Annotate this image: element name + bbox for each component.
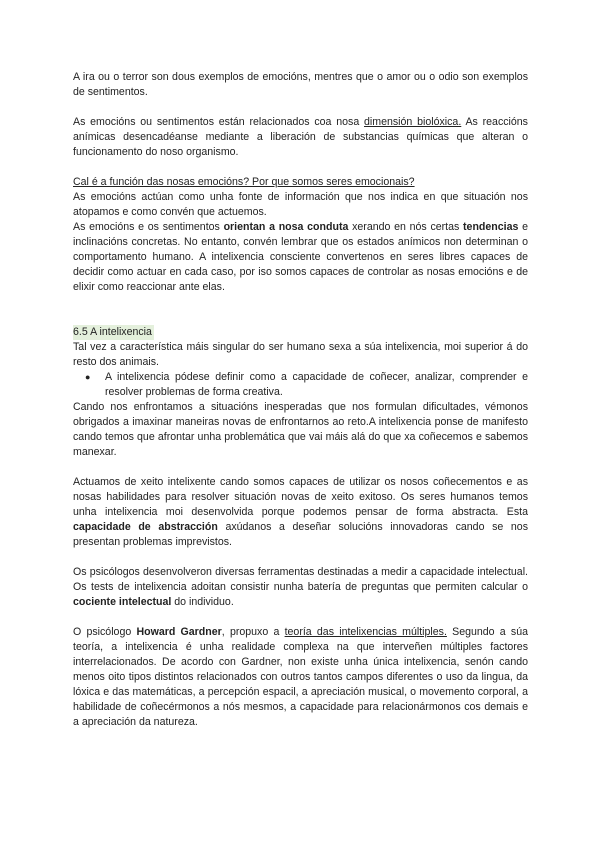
- bullet-text: A intelixencia pódese definir como a capacidade de coñecer, analizar, comprender e resolver problemas de forma creativa.: [105, 371, 528, 398]
- paragraph-biological-dimension: [73, 115, 528, 160]
- paragraph-emotions-examples: A ira ou o terror son dous exemplos de emocións, mentres que o amor ou o odio son exemplos de sentimentos.: [73, 71, 528, 98]
- bold-term: cociente intelectual: [73, 596, 172, 608]
- paragraph-emotions-conduct: [73, 220, 528, 295]
- text-run: As emocións ou sentimentos están relacionados coa nosa: [73, 116, 365, 128]
- paragraph-intelligence-intro: Tal vez a característica máis singular do ser humano sexa a súa intelixencia, moi superior á do resto dos animais.: [73, 341, 528, 368]
- text-run: As emocións e os sentimentos: [73, 221, 224, 233]
- underlined-term: teoría das intelixencias múltiples.: [284, 626, 447, 638]
- section-heading-row: [73, 325, 528, 340]
- document-body: [73, 70, 528, 730]
- section-heading: 6.5 A intelixencia: [73, 326, 152, 338]
- underlined-term: dimensión biolóxica.: [364, 116, 462, 128]
- text-run: Actuamos de xeito intelixente cando somos capaces de utilizar os nosos coñecementos e as nosas habilidades para resolver situación novas de xeito exitoso. Os seres humanos temos unha intelixencia moi desenvolvida porque podemos pensar de forma abstracta. Esta: [73, 476, 528, 518]
- list-item: [73, 370, 528, 400]
- bold-term: tendencias: [463, 221, 519, 233]
- paragraph-unexpected-situations: Cando nos enfrontamos a situacións inesperadas que nos formulan dificultades, vémonos obrigados a imaxinar maneiras novas de enfrontarnos ao reto.A intelixencia ponse de manifesto cando temos que afrontar unha problemática que vai máis alá do que xa coñecemos e sabemos manexar.: [73, 401, 528, 458]
- question-heading: Cal é a función das nosas emocións? Por que somos seres emocionais?: [73, 176, 415, 188]
- paragraph-abstraction: [73, 475, 528, 550]
- text-run: , propuxo a: [221, 626, 285, 638]
- text-run: e inclinacións concretas. No entanto, convén lembrar que os estados anímicos non determinan o comportamento humano. A intelixencia consciente convertenos en seres libres capaces de decidir como actuar en cada caso, por iso somos capaces de controlar as nosas emocións e de elixir como reaccionar ante elas.: [73, 221, 528, 293]
- text-run: xerando en nós certas: [348, 221, 464, 233]
- text-run: Os psicólogos desenvolveron diversas ferramentas destinadas a medir a capacidade intelectual. Os tests de intelixencia adoitan consistir nunha batería de preguntas que permiten calcular o: [73, 566, 528, 593]
- text-run: As reaccións anímicas desencadéanse mediante a liberación de substancias químicas que alteran o funcionamento do noso organismo.: [73, 116, 528, 158]
- bold-term: capacidade de abstracción: [73, 521, 218, 533]
- bold-term: Howard Gardner: [136, 626, 222, 638]
- text-run: Segundo a súa teoría, a intelixencia é unha realidade complexa na que interveñen múltiples factores interrelacionados. De acordo con Gardner, non existe unha única intelixencia, senón cando menos oito tipos distintos relacionados con outros tantos campos diferentes o uso da lingua, da lóxica e das matemáticas, a percepción espacil, a apreciación musical, o movemento corporal, a habilidade de coñecérmonos a nós mesmos, a capacidade para relacionármonos cos demais e a apreciación da natureza.: [73, 626, 529, 728]
- text-run: do individuo.: [171, 596, 234, 608]
- text-run: axúdanos a deseñar solucións innovadoras cando se nos presentan problemas imprevistos.: [73, 521, 528, 548]
- paragraph-iq-tests: [73, 565, 528, 610]
- paragraph-emotions-information: As emocións actúan como unha fonte de información que nos indica en que situación nos atopamos e como convén que actuemos.: [73, 191, 528, 218]
- bullet-marker: ●: [85, 372, 91, 382]
- text-run: O psicólogo: [73, 626, 137, 638]
- bold-term: orientan a nosa conduta: [223, 221, 349, 233]
- paragraph-gardner: [73, 625, 528, 730]
